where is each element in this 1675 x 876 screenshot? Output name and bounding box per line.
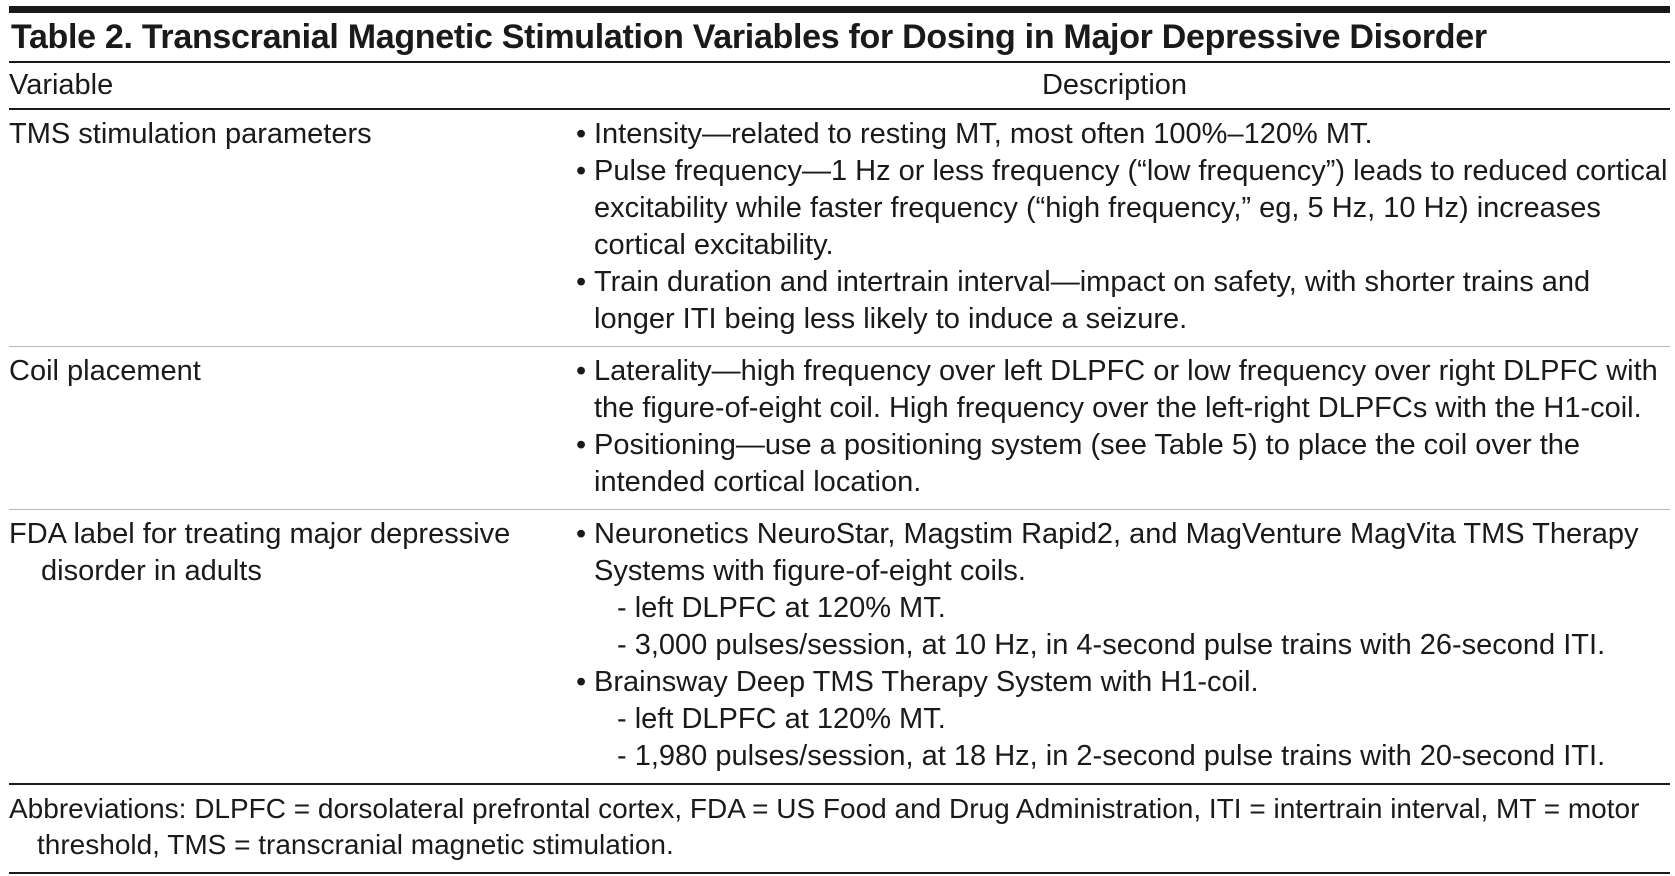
- description-cell: [557, 347, 1670, 509]
- sub-item: - left DLPFC at 120% MT.: [617, 592, 946, 624]
- bullet-text: Brainsway Deep TMS Therapy System with H1-coil.: [594, 666, 1259, 698]
- bullet-item: [557, 264, 1670, 338]
- table-row: [9, 110, 1670, 346]
- bullet-text: Laterality—high frequency over left DLPFC or low frequency over right DLPFC with the figure-of-eight coil. High frequency over the left-right DLPFCs with the H1-coil.: [594, 355, 1658, 424]
- bullet-icon: •: [576, 155, 587, 187]
- bullet-item: [557, 427, 1670, 501]
- table-header: [9, 63, 1670, 108]
- table-row: [9, 510, 1670, 783]
- header-description: Description: [1041, 69, 1188, 101]
- variable-cell: FDA label for treating major depressive disorder in adults: [9, 518, 511, 587]
- bullet-text: Intensity—related to resting MT, most often 100%–120% MT.: [594, 118, 1373, 150]
- table-body: [9, 110, 1670, 783]
- bullet-icon: •: [576, 266, 587, 298]
- bullet-item: [557, 353, 1670, 427]
- bullet-item: [557, 516, 1670, 590]
- footnote: Abbreviations: DLPFC = dorsolateral prefrontal cortex, FDA = US Food and Drug Administration, ITI = intertrain interval, MT = motor threshold, TMS = transcranial magnetic stimulation.: [9, 793, 1640, 860]
- sub-item: - 1,980 pulses/session, at 18 Hz, in 2-second pulse trains with 20-second ITI.: [617, 740, 1606, 772]
- bullet-text: Pulse frequency—1 Hz or less frequency (“low frequency”) leads to reduced cortical excitability while faster frequency (“high frequency,” eg, 5 Hz, 10 Hz) increases cortical excitability.: [594, 155, 1668, 261]
- bullet-icon: •: [576, 118, 587, 150]
- bullet-text: Positioning—use a positioning system (see Table 5) to place the coil over the intended cortical location.: [594, 429, 1581, 498]
- table-container: [9, 6, 1670, 874]
- bullet-text: Train duration and intertrain interval—impact on safety, with shorter trains and longer ITI being less likely to induce a seizure.: [594, 266, 1591, 335]
- variable-cell: TMS stimulation parameters: [9, 118, 372, 150]
- sub-item: - 3,000 pulses/session, at 10 Hz, in 4-second pulse trains with 26-second ITI.: [617, 629, 1606, 661]
- top-rule: [9, 6, 1670, 13]
- description-cell: [557, 110, 1670, 346]
- bullet-icon: •: [576, 429, 587, 461]
- description-cell: [557, 510, 1670, 783]
- variable-cell: Coil placement: [9, 355, 201, 387]
- bullet-icon: •: [576, 518, 587, 550]
- table-title: Table 2. Transcranial Magnetic Stimulation Variables for Dosing in Major Depressive Disorder: [11, 18, 1487, 56]
- header-variable: Variable: [9, 69, 114, 101]
- bullet-icon: •: [576, 355, 587, 387]
- table-row: [9, 347, 1670, 509]
- sub-item: - left DLPFC at 120% MT.: [617, 703, 946, 735]
- bullet-item: [557, 116, 1670, 153]
- bullet-text: Neuronetics NeuroStar, Magstim Rapid2, and MagVenture MagVita TMS Therapy Systems with figure-of-eight coils.: [594, 518, 1639, 587]
- bullet-item: [557, 664, 1670, 701]
- bottom-rule: [9, 872, 1670, 874]
- bullet-item: [557, 153, 1670, 264]
- bullet-icon: •: [576, 666, 587, 698]
